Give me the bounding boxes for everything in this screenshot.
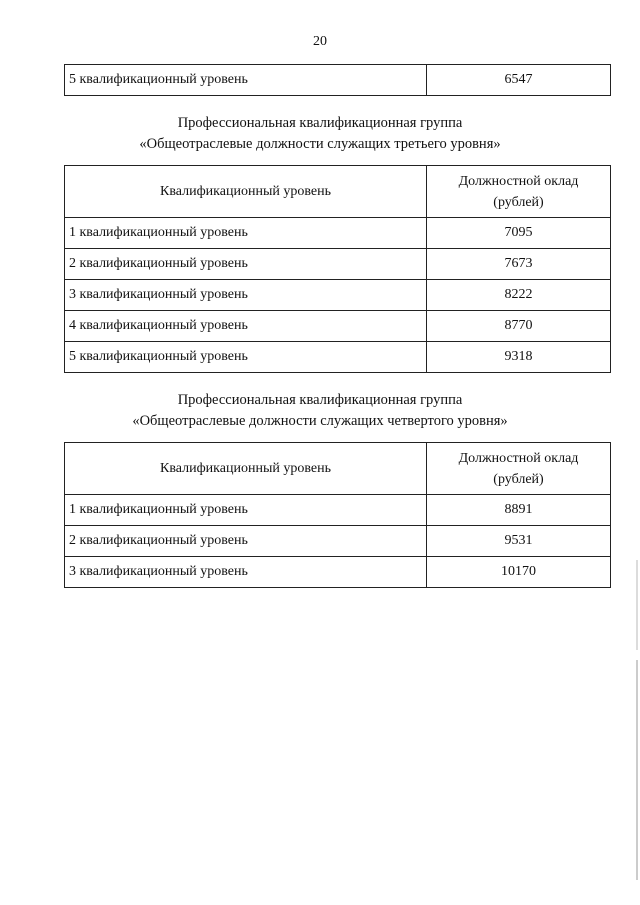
salary-cell: 7673 xyxy=(427,249,611,280)
group-title-third-level xyxy=(0,113,640,155)
salary-table-third-level xyxy=(64,165,611,373)
header-salary-line: Должностной оклад xyxy=(458,450,579,466)
salary-cell: 8891 xyxy=(427,495,611,526)
salary-cell: 9531 xyxy=(427,526,611,557)
salary-cell: 9318 xyxy=(427,342,611,373)
group-title-fourth-level xyxy=(0,390,640,432)
header-salary-unit: (рублей) xyxy=(493,471,544,487)
table-row xyxy=(65,495,611,526)
level-cell: 2 квалификационный уровень xyxy=(65,249,427,280)
top-salary-table xyxy=(64,64,611,96)
column-header-level: Квалификационный уровень xyxy=(65,443,427,495)
column-header-salary xyxy=(427,166,611,218)
scan-edge-mark xyxy=(636,560,638,650)
header-salary-unit: (рублей) xyxy=(493,194,544,210)
level-cell: 1 квалификационный уровень xyxy=(65,495,427,526)
level-cell: 3 квалификационный уровень xyxy=(65,280,427,311)
level-cell: 2 квалификационный уровень xyxy=(65,526,427,557)
table-row xyxy=(65,280,611,311)
level-cell: 4 квалификационный уровень xyxy=(65,311,427,342)
group-subtitle-line: «Общеотраслевые должности служащих четвертого уровня» xyxy=(132,413,508,429)
table-row xyxy=(65,526,611,557)
salary-cell: 8222 xyxy=(427,280,611,311)
table-header-row xyxy=(65,443,611,495)
level-cell: 3 квалификационный уровень xyxy=(65,557,427,588)
scan-edge-mark xyxy=(636,660,638,880)
group-subtitle-line: «Общеотраслевые должности служащих третьего уровня» xyxy=(139,136,501,152)
level-cell: 5 квалификационный уровень xyxy=(65,65,427,96)
table-row xyxy=(65,218,611,249)
salary-table-fourth-level xyxy=(64,442,611,588)
table-row xyxy=(65,65,611,96)
group-title-line: Профессиональная квалификационная группа xyxy=(177,392,463,408)
table-header-row xyxy=(65,166,611,218)
table-row xyxy=(65,342,611,373)
table-row xyxy=(65,311,611,342)
column-header-salary xyxy=(427,443,611,495)
salary-cell: 10170 xyxy=(427,557,611,588)
table-row xyxy=(65,249,611,280)
header-salary-line: Должностной оклад xyxy=(458,173,579,189)
page-number: 20 xyxy=(313,34,327,49)
salary-cell: 6547 xyxy=(427,65,611,96)
salary-cell: 8770 xyxy=(427,311,611,342)
group-title-line: Профессиональная квалификационная группа xyxy=(177,115,463,131)
column-header-level: Квалификационный уровень xyxy=(65,166,427,218)
salary-cell: 7095 xyxy=(427,218,611,249)
level-cell: 1 квалификационный уровень xyxy=(65,218,427,249)
table-row xyxy=(65,557,611,588)
level-cell: 5 квалификационный уровень xyxy=(65,342,427,373)
